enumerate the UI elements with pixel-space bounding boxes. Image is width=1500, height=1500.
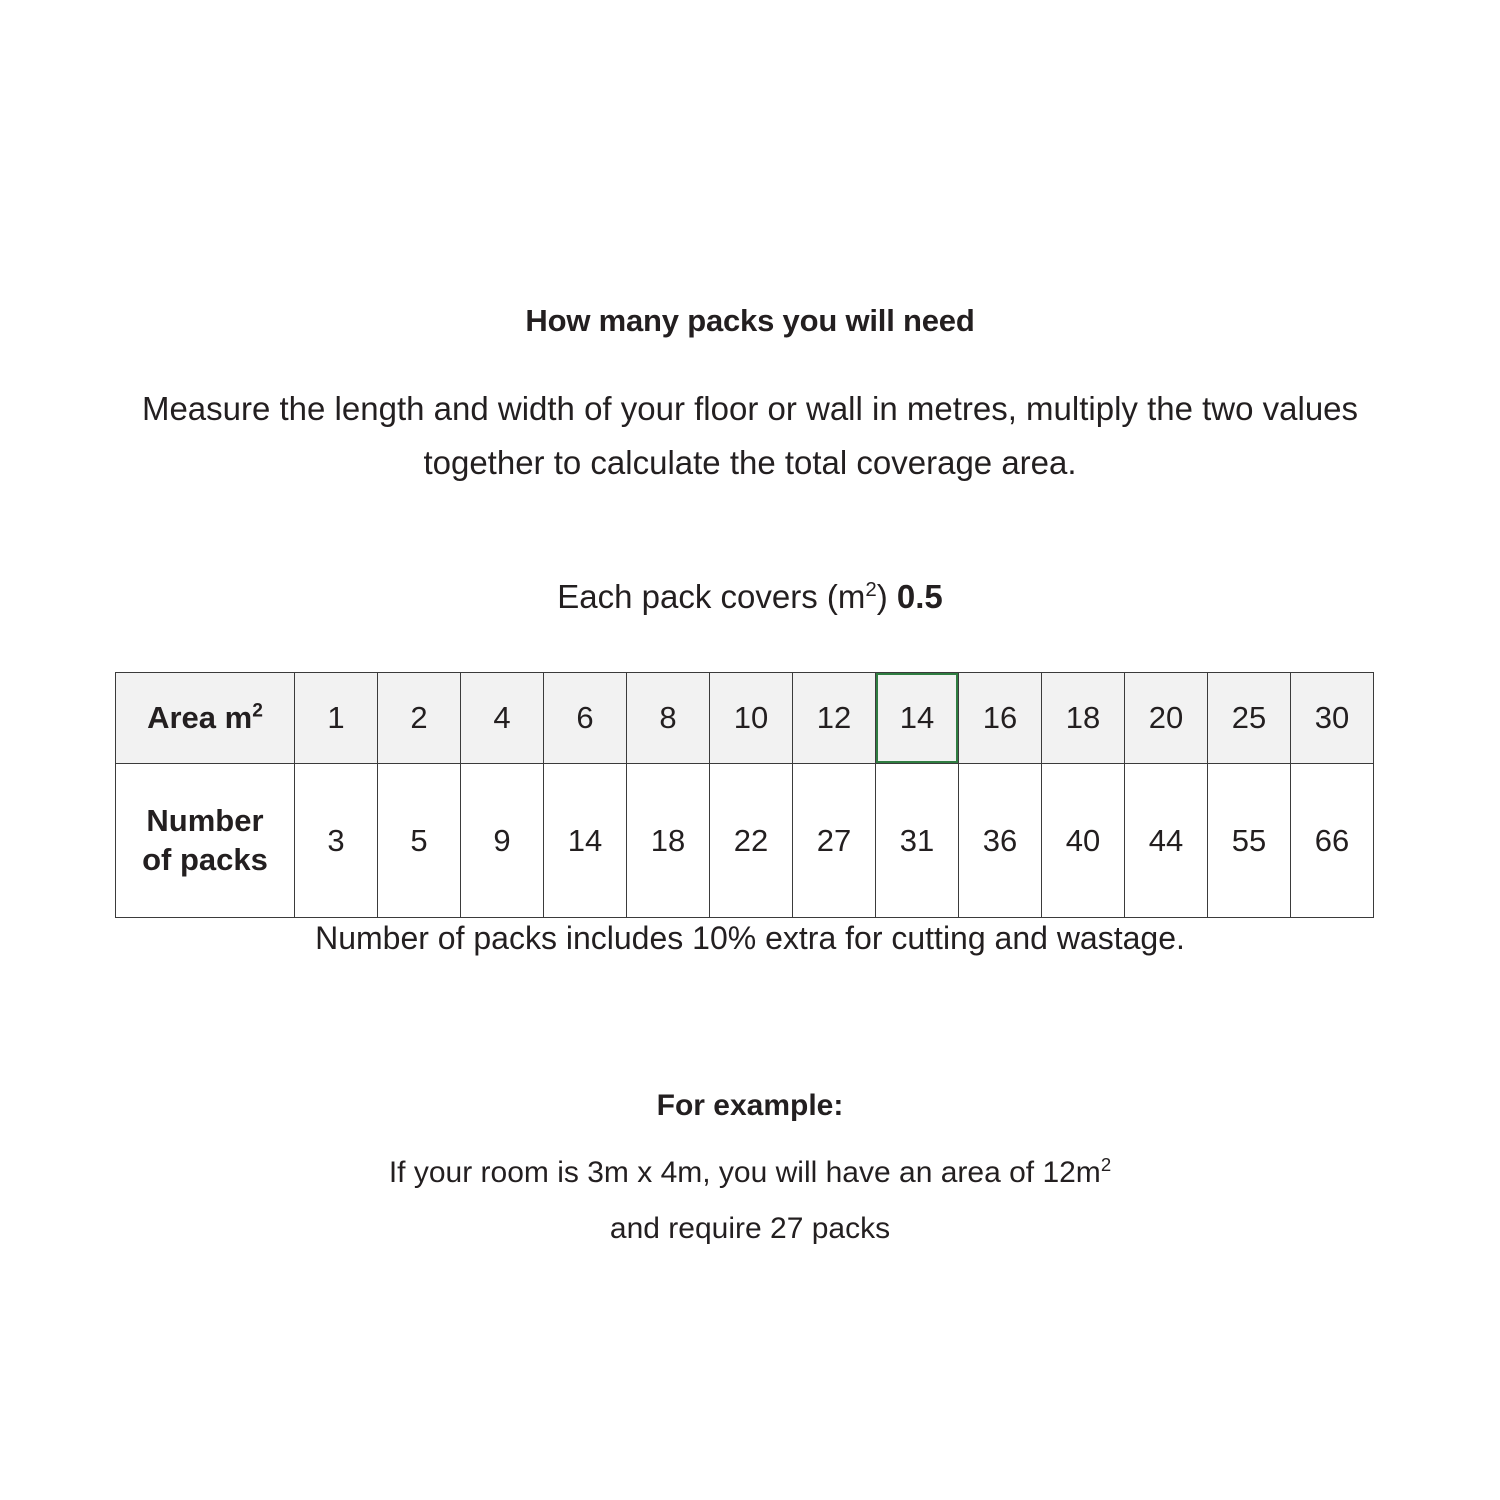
packs-cell-1: 5 bbox=[378, 764, 461, 918]
area-cell-3: 6 bbox=[544, 673, 627, 764]
table-row-packs bbox=[116, 764, 1374, 918]
packs-cell-4: 18 bbox=[627, 764, 710, 918]
row-header-area-text: Area m bbox=[147, 699, 253, 735]
pack-coverage-line bbox=[0, 578, 1500, 616]
packs-cell-3: 14 bbox=[544, 764, 627, 918]
area-cell-11: 25 bbox=[1208, 673, 1291, 764]
packs-cell-2: 9 bbox=[461, 764, 544, 918]
example-heading: For example: bbox=[656, 1089, 844, 1122]
example-line-1-text: If your room is 3m x 4m, you will have an area of 12m bbox=[388, 1156, 1101, 1189]
packs-cell-9: 40 bbox=[1042, 764, 1125, 918]
table-row-area bbox=[116, 673, 1374, 764]
packs-cell-0: 3 bbox=[295, 764, 378, 918]
coverage-superscript: 2 bbox=[865, 578, 877, 601]
packs-cell-6: 27 bbox=[793, 764, 876, 918]
row-header-packs-line2: of packs bbox=[142, 841, 268, 877]
packs-cell-12: 66 bbox=[1291, 764, 1374, 918]
packs-cell-5: 22 bbox=[710, 764, 793, 918]
packs-table bbox=[115, 672, 1374, 918]
area-cell-0: 1 bbox=[295, 673, 378, 764]
area-cell-1: 2 bbox=[378, 673, 461, 764]
area-cell-6: 12 bbox=[793, 673, 876, 764]
example-line-1-superscript: 2 bbox=[1100, 1154, 1112, 1175]
row-header-area bbox=[116, 673, 295, 764]
row-header-packs-line1: Number bbox=[146, 802, 264, 838]
coverage-label-before: Each pack covers (m bbox=[557, 578, 866, 615]
intro-paragraph: Measure the length and width of your floor or wall in metres, multiply the two values together to calculate the total coverage area. bbox=[141, 390, 1359, 482]
area-cell-8: 16 bbox=[959, 673, 1042, 764]
packs-table-wrapper bbox=[115, 672, 1366, 918]
area-cell-12: 30 bbox=[1291, 673, 1374, 764]
area-cell-7-highlighted: 14 bbox=[876, 673, 959, 764]
area-cell-4: 8 bbox=[627, 673, 710, 764]
packs-cell-8: 36 bbox=[959, 764, 1042, 918]
packs-cell-11: 55 bbox=[1208, 764, 1291, 918]
area-cell-9: 18 bbox=[1042, 673, 1125, 764]
area-cell-5: 10 bbox=[710, 673, 793, 764]
coverage-value: 0.5 bbox=[896, 578, 943, 615]
example-line-2: and require 27 packs bbox=[609, 1211, 891, 1245]
packs-cell-7: 31 bbox=[876, 764, 959, 918]
area-cell-2: 4 bbox=[461, 673, 544, 764]
example-line-1 bbox=[0, 1145, 1500, 1201]
wastage-note: Number of packs includes 10% extra for cutting and wastage. bbox=[315, 920, 1185, 956]
row-header-area-superscript: 2 bbox=[252, 700, 263, 722]
packs-cell-10: 44 bbox=[1125, 764, 1208, 918]
area-cell-10: 20 bbox=[1125, 673, 1208, 764]
example-body bbox=[0, 1145, 1500, 1256]
page-title: How many packs you will need bbox=[525, 303, 975, 338]
coverage-label-after: ) bbox=[876, 578, 897, 615]
row-header-packs bbox=[116, 764, 295, 918]
